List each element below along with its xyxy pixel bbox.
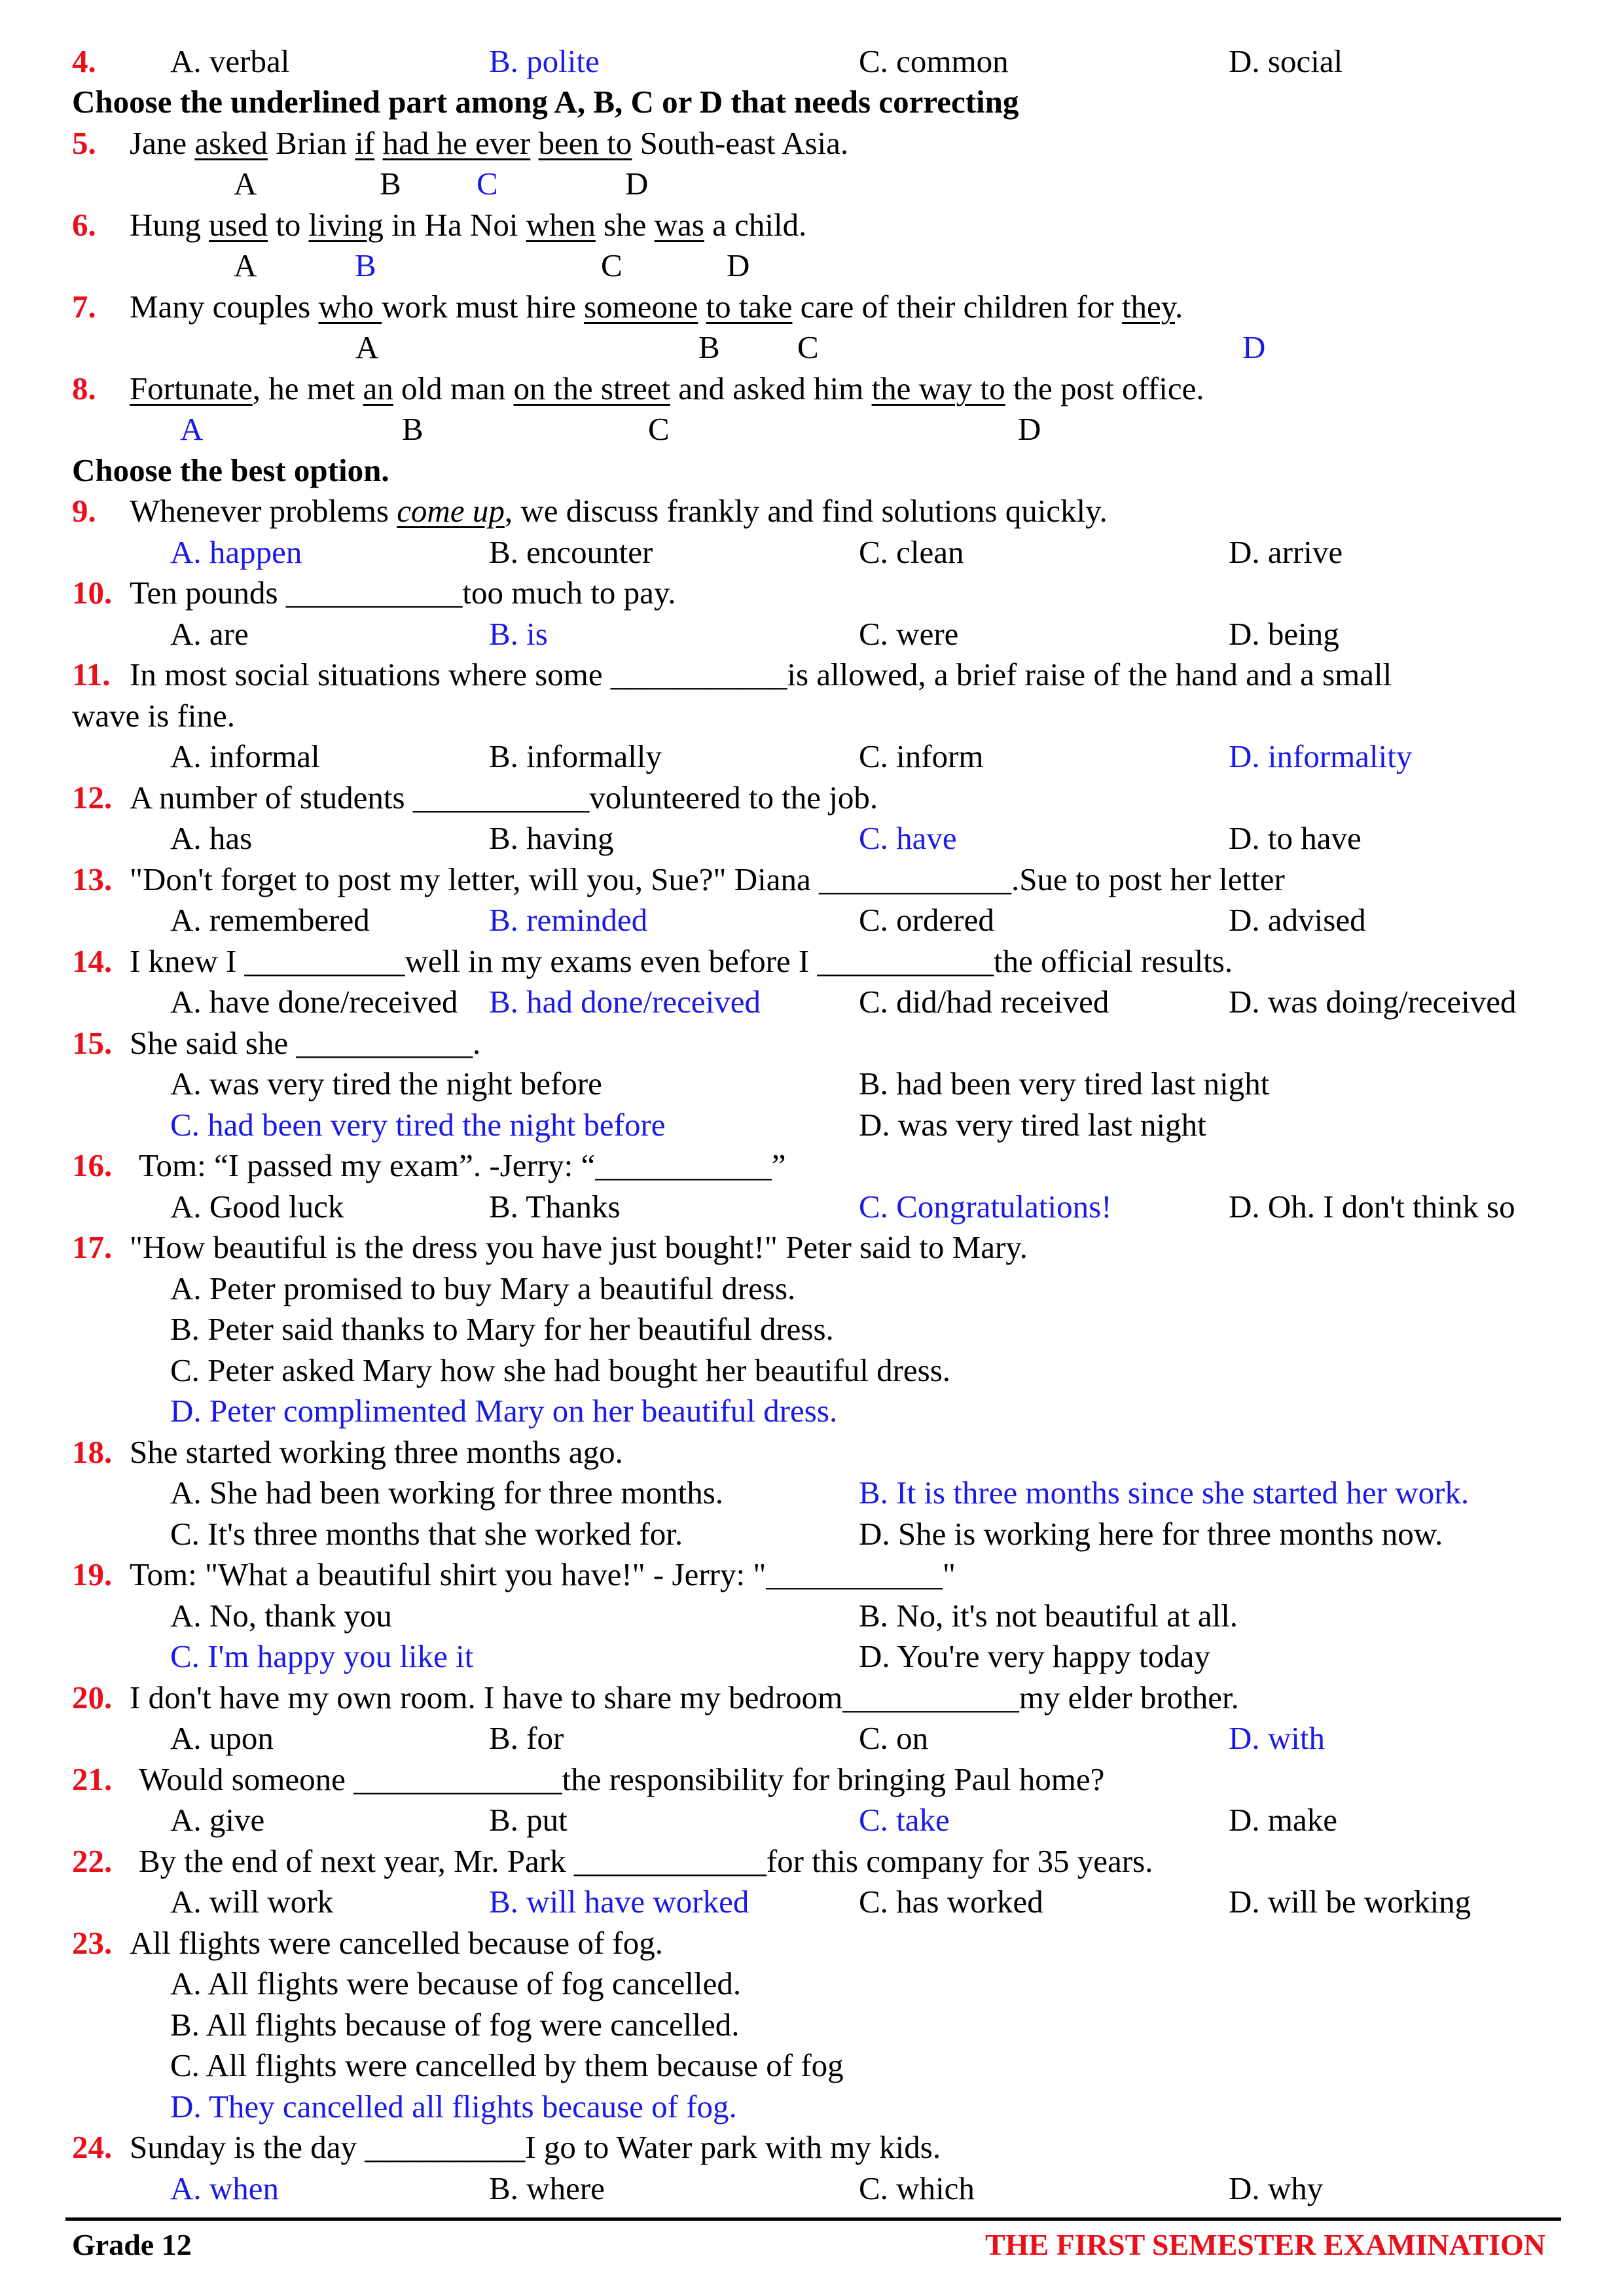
question-number: 11. <box>72 656 111 692</box>
question-text: She started working three months ago. <box>130 1434 623 1470</box>
question-text: By the end of next year, Mr. Park ____________for this company for 35 years. <box>139 1843 1153 1879</box>
option-c-correct: C. have <box>859 820 957 856</box>
question-number: 23. <box>72 1925 113 1961</box>
question-text: "How beautiful is the dress you have just bought!" Peter said to Mary. <box>130 1229 1028 1265</box>
option-a-correct: A. when <box>170 2170 280 2206</box>
option-d-correct: D. informality <box>1229 738 1413 774</box>
question-number: 10. <box>72 575 113 611</box>
option-c-correct: C. I'm happy you like it <box>170 1638 474 1674</box>
question-text: Tom: “I passed my exam”. -Jerry: “___________” <box>139 1147 786 1183</box>
underlined-part-c: had he ever <box>382 125 531 161</box>
option-b: B. where <box>489 2170 605 2206</box>
footer-divider <box>65 2217 1561 2221</box>
underlined-part-a: asked <box>194 125 268 161</box>
option-a-correct: A. happen <box>170 534 302 570</box>
option-b: B. Peter said thanks to Mary for her beautiful dress. <box>170 1311 834 1347</box>
option-a: A. All flights were because of fog cancelled. <box>170 1965 742 2001</box>
letter-a: A <box>234 166 257 202</box>
option-b-correct: B. is <box>489 616 548 652</box>
option-d: D. social <box>1229 43 1343 79</box>
question-number: 24. <box>72 2129 113 2165</box>
question-text: In most social situations where some ___________is allowed, a brief raise of the hand and a small <box>130 656 1392 692</box>
option-d: D. Oh. I don't think so <box>1229 1189 1515 1225</box>
option-d: D. make <box>1229 1802 1337 1838</box>
letter-b-correct: B <box>355 247 376 283</box>
option-d: D. You're very happy today <box>859 1638 1210 1674</box>
question-number: 4. <box>72 43 96 79</box>
option-b-correct: B. It is three months since she started her work. <box>859 1475 1470 1511</box>
footer-exam-title: THE FIRST SEMESTER EXAMINATION <box>985 2228 1545 2261</box>
underlined-part-b: someone <box>584 289 698 325</box>
question-text: Fortunate, he met an old man on the street and asked him the way to the post office. <box>130 370 1204 406</box>
underlined-part-a: Fortunate <box>130 370 253 406</box>
underlined-part-c: on the street <box>513 370 670 406</box>
option-d: D. was very tired last night <box>859 1107 1206 1143</box>
option-b: B. having <box>489 820 614 856</box>
letter-b: B <box>380 166 401 202</box>
option-d: D. She is working here for three months now. <box>859 1516 1443 1552</box>
option-d-correct: D. They cancelled all flights because of fog. <box>170 2089 737 2125</box>
letter-c: C <box>797 329 819 365</box>
letter-c: C <box>648 411 670 447</box>
question-number: 17. <box>72 1229 113 1265</box>
option-b-correct: B. polite <box>489 43 600 79</box>
question-number: 16. <box>72 1147 113 1183</box>
underlined-part-b: if <box>355 125 375 161</box>
letter-b: B <box>698 329 720 365</box>
question-text: Tom: "What a beautiful shirt you have!" - Jerry: "___________" <box>130 1556 956 1592</box>
option-a: A. are <box>170 616 249 652</box>
option-d: D. why <box>1229 2170 1324 2206</box>
question-text: A number of students ___________volunteered to the job. <box>130 780 878 816</box>
option-d: D. advised <box>1229 902 1366 938</box>
letter-d: D <box>625 166 649 202</box>
question-text: I don't have my own room. I have to share my bedroom___________my elder brother. <box>130 1679 1239 1715</box>
option-b-correct: B. reminded <box>489 902 648 938</box>
option-b: B. had been very tired last night <box>859 1066 1270 1102</box>
option-b: B. put <box>489 1802 568 1838</box>
section-heading: Choose the best option. <box>72 452 389 488</box>
question-number: 9. <box>72 493 96 529</box>
option-a: A. was very tired the night before <box>170 1066 602 1102</box>
option-d: D. being <box>1229 616 1339 652</box>
option-a: A. remembered <box>170 902 370 938</box>
question-number: 20. <box>72 1679 113 1715</box>
option-b: B. All flights because of fog were cancelled. <box>170 2007 740 2043</box>
letter-a: A <box>234 247 257 283</box>
option-b: B. No, it's not beautiful at all. <box>859 1598 1238 1634</box>
question-text: "Don't forget to post my letter, will you, Sue?" Diana ____________.Sue to post her letter <box>130 861 1285 897</box>
underlined-part-c: to take <box>706 289 793 325</box>
option-b: B. informally <box>489 738 662 774</box>
option-d: D. arrive <box>1229 534 1343 570</box>
option-a: A. will work <box>170 1884 334 1920</box>
option-a: A. upon <box>170 1720 274 1756</box>
question-number: 15. <box>72 1025 113 1061</box>
question-text: Would someone _____________the responsibility for bringing Paul home? <box>139 1761 1105 1797</box>
option-c: C. on <box>859 1720 929 1756</box>
option-c: C. It's three months that she worked for. <box>170 1516 683 1552</box>
option-a: A. have done/received <box>170 984 458 1020</box>
question-text: Ten pounds ___________too much to pay. <box>130 575 676 611</box>
option-a: A. give <box>170 1802 265 1838</box>
underlined-part-b: living <box>308 207 384 243</box>
option-a: A. has <box>170 820 253 856</box>
option-a: A. No, thank you <box>170 1598 392 1634</box>
footer-grade: Grade 12 <box>72 2228 192 2261</box>
section-heading: Choose the underlined part among A, B, C or D that needs correcting <box>72 84 1019 120</box>
option-d: D. will be working <box>1229 1884 1471 1920</box>
letter-a: A <box>355 329 379 365</box>
question-text: I knew I __________well in my exams even before I ___________the official results. <box>130 943 1233 979</box>
option-b-correct: B. will have worked <box>489 1884 749 1920</box>
option-a: A. Good luck <box>170 1189 344 1225</box>
question-text-continued: wave is fine. <box>72 698 235 734</box>
question-number: 7. <box>72 289 96 325</box>
option-c: C. ordered <box>859 902 994 938</box>
option-b: B. for <box>489 1720 564 1756</box>
question-number: 6. <box>72 207 96 243</box>
question-text: All flights were cancelled because of fog. <box>130 1925 663 1961</box>
option-b: B. encounter <box>489 534 653 570</box>
option-b-correct: B. had done/received <box>489 984 761 1020</box>
question-number: 5. <box>72 125 96 161</box>
option-c-correct: C. Congratulations! <box>859 1189 1112 1225</box>
option-c: C. All flights were cancelled by them because of fog <box>170 2047 844 2083</box>
option-d: D. to have <box>1229 820 1362 856</box>
underlined-part-d: they <box>1121 289 1176 325</box>
option-a: A. informal <box>170 738 320 774</box>
option-d: D. was doing/received <box>1229 984 1517 1020</box>
letter-d: D <box>1018 411 1041 447</box>
option-c: C. has worked <box>859 1884 1043 1920</box>
underlined-part-a: used <box>209 207 268 243</box>
question-text: Sunday is the day __________I go to Water park with my kids. <box>130 2129 941 2165</box>
letter-a-correct: A <box>180 411 204 447</box>
option-d-correct: D. Peter complimented Mary on her beautiful dress. <box>170 1393 838 1429</box>
question-number: 12. <box>72 780 113 816</box>
underlined-part-d: been to <box>538 125 632 161</box>
question-number: 21. <box>72 1761 113 1797</box>
option-c: C. did/had received <box>859 984 1110 1020</box>
option-c-correct: C. had been very tired the night before <box>170 1107 666 1143</box>
option-b: B. Thanks <box>489 1189 621 1225</box>
option-d-correct: D. with <box>1229 1720 1325 1756</box>
emphasized-phrase: come up <box>397 493 505 529</box>
underlined-part-d: was <box>654 207 704 243</box>
option-a: A. Peter promised to buy Mary a beautiful dress. <box>170 1270 796 1306</box>
question-text: Whenever problems come up, we discuss frankly and find solutions quickly. <box>130 493 1108 529</box>
question-text: Hung used to living in Ha Noi when she was a child. <box>130 207 807 243</box>
option-c: C. Peter asked Mary how she had bought her beautiful dress. <box>170 1352 951 1388</box>
letter-d-correct: D <box>1242 329 1266 365</box>
option-a: A. She had been working for three months. <box>170 1475 724 1511</box>
question-number: 8. <box>72 370 96 406</box>
underlined-part-c: when <box>526 207 596 243</box>
letter-c-correct: C <box>477 166 498 202</box>
option-c: C. were <box>859 616 959 652</box>
question-number: 22. <box>72 1843 113 1879</box>
letter-c: C <box>601 247 623 283</box>
option-c: C. common <box>859 43 1009 79</box>
underlined-part-b: an <box>363 370 393 406</box>
question-number: 13. <box>72 861 113 897</box>
option-c: C. inform <box>859 738 984 774</box>
option-a: A. verbal <box>170 43 290 79</box>
option-c: C. clean <box>859 534 964 570</box>
option-c: C. which <box>859 2170 975 2206</box>
question-number: 18. <box>72 1434 113 1470</box>
underlined-part-a: who <box>318 289 382 325</box>
underlined-part-d: the way to <box>871 370 1005 406</box>
question-number: 19. <box>72 1556 113 1592</box>
question-text: Many couples who work must hire someone to take care of their children for they. <box>130 289 1183 325</box>
letter-b: B <box>402 411 424 447</box>
question-number: 14. <box>72 943 113 979</box>
option-c-correct: C. take <box>859 1802 950 1838</box>
question-text: Jane asked Brian if had he ever been to South-east Asia. <box>130 125 849 161</box>
question-text: She said she ___________. <box>130 1025 481 1061</box>
letter-d: D <box>727 247 750 283</box>
